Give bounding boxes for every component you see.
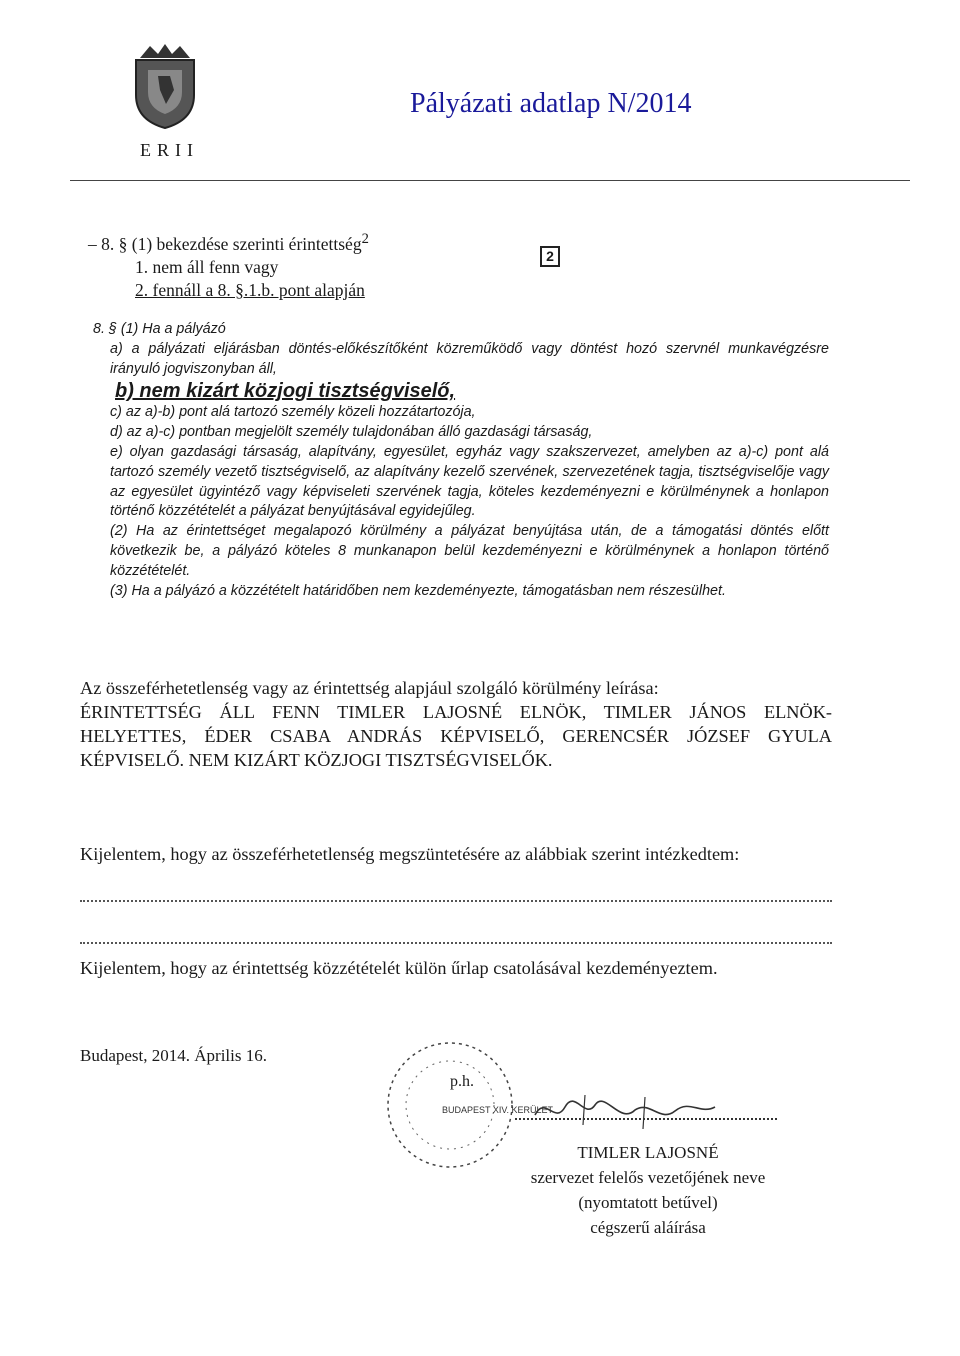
- official-stamp: [380, 1035, 554, 1175]
- option-not-applicable[interactable]: 1. nem áll fenn vagy: [135, 256, 279, 277]
- signature-caption-1: szervezet felelős vezetőjének neve: [530, 1168, 766, 1187]
- signature-block: [508, 1140, 788, 1240]
- declaration-publication: Kijelentem, hogy az érintettség közzétételét külön űrlap csatolásával kezdeményeztem.: [80, 958, 718, 978]
- description-label: Az összeférhetetlenség vagy az érintettség alapjául szolgáló körülmény leírása:: [80, 678, 659, 698]
- remedy-line-1[interactable]: [80, 900, 832, 902]
- section-8-1-selection: [88, 228, 369, 302]
- circumstance-description: [80, 676, 832, 772]
- section-heading: – 8. § (1) bekezdése szerinti érintettség$^2$: [88, 231, 369, 254]
- signature-caption-3: cégszerű aláírása: [590, 1218, 706, 1237]
- selected-option-box[interactable]: 2: [540, 246, 560, 267]
- handwritten-signature: [525, 1085, 725, 1135]
- page-title: Pályázati adatlap N/2014: [410, 88, 692, 119]
- option-applicable[interactable]: 2. fennáll a 8. §.1.b. pont alapján: [135, 279, 365, 300]
- footnote-mark: 2: [361, 231, 369, 247]
- law-point-e: e) olyan gazdasági társaság, alapítvány, egyesület, egyház vagy szakszervezet, amelyben az a)-c) pont alá tartozó személy vezető tisztségviselő, az alapítvány kezelő szervének, szervezetének tagja, tisztségviselője vagy az egyesület ügyintéző vagy képviseleti szervének tagja, köteles kezdeményezni e körülménynek a honlapon történő közzétételét a pályázat benyújtásával egyidejűleg.: [110, 443, 829, 520]
- svg-text:BUDAPEST XIV. KERÜLET: BUDAPEST XIV. KERÜLET: [442, 1105, 554, 1115]
- signature-line: [515, 1118, 777, 1120]
- stamp-label: p.h.: [450, 1073, 474, 1090]
- law-paragraph-2: (2) Ha az érintettséget megalapozó körülmény a pályázat benyújtása után, de a támogatási döntés előtt következik be, a pályázó köteles 8 munkanapon belül kezdeményezni e körülménynek a honlapon történő közzétételét.: [110, 523, 829, 579]
- logo-lettering: ERII: [140, 140, 199, 160]
- law-point-c: c) az a)-b) pont alá tartozó személy közeli hozzátartozója,: [110, 404, 476, 421]
- place-and-date: Budapest, 2014. Április 16.: [80, 1046, 267, 1065]
- signatory-name: TIMLER LAJOSNÉ: [577, 1143, 719, 1162]
- coat-of-arms-logo: [130, 40, 200, 130]
- law-point-a: a) a pályázati eljárásban döntés-előkészítőként közreműködő vagy döntést hozó szervnél munkavégzésre irányuló jogviszonyban áll,: [110, 340, 829, 377]
- law-excerpt: [93, 320, 829, 601]
- law-heading: 8. § (1) Ha a pályázó: [93, 321, 226, 337]
- law-point-b-highlighted: b) nem kizárt közjogi tisztségviselő,: [115, 380, 456, 403]
- declaration-remedy: Kijelentem, hogy az összeférhetetlenség megszüntetésére az alábbiak szerint intézkedtem:: [80, 844, 740, 864]
- remedy-line-2[interactable]: [80, 942, 832, 944]
- law-paragraph-3: (3) Ha a pályázó a közzétételt határidőben nem kezdeményezte, támogatásban nem részesülhet.: [110, 582, 726, 599]
- signature-caption-2: (nyomtatott betűvel): [578, 1193, 718, 1212]
- description-value: ÉRINTETTSÉG ÁLL FENN TIMLER LAJOSNÉ ELNÖK, TIMLER JÁNOS ELNÖK-HELYETTES, ÉDER CSABA ANDRÁS KÉPVISELŐ, GERENCSÉR JÓZSEF GYULA KÉPVISELŐ. NEM KIZÁRT KÖZJOGI TISZTSÉGVISELŐK.: [80, 702, 832, 770]
- law-point-d: d) az a)-c) pontban megjelölt személy tulajdonában álló gazdasági társaság,: [110, 424, 593, 441]
- header-divider: [70, 180, 910, 181]
